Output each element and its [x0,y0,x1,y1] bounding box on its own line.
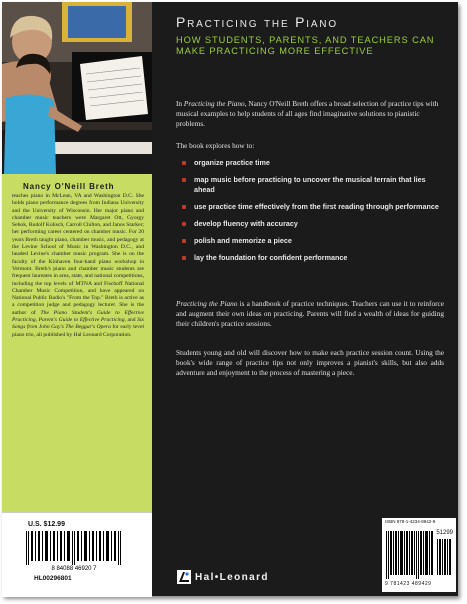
topic-text: polish and memorize a piece [194,236,292,245]
intro-prefix: In [176,99,184,108]
right-column [152,2,458,596]
topic-item [182,202,444,212]
author-bio-text [12,193,144,339]
left-column [2,2,152,596]
isbn-barcode-panel [382,518,456,592]
intro-rest: , Nancy O'Neill Breth offers a broad selection of practice tips with musical examples to help students of all ages find imaginative solutions to pianistic problems. [176,99,439,128]
bullet-icon [182,222,186,226]
para2-rest: is a handbook of practice techniques. Teachers can use it to reinforce and augment their own ideas on practicing. Parents will find a wealth of ideas for guiding their children's practice sessions. [176,299,445,328]
bullet-icon [182,161,186,165]
bullet-icon [182,256,186,260]
bio-text-part2: and [125,317,138,324]
book-back-cover [2,2,458,596]
topic-text: use practice time effectively from the first reading through performance [194,202,439,211]
upc-number: 8 84088 46920 7 [51,566,97,571]
para2-book-title: Practicing the Piano [176,299,238,308]
students-paragraph: Students young and old will discover how to make each practice session count. Using the book's wide range of practice tips not only improves a pianist's skills, but also adds adventure and enjoyment to the process of mastering a piece. [176,348,444,377]
handbook-paragraph [176,299,444,329]
isbn-label: ISBN 978-1-4234-8942-9 [385,519,436,524]
intro-book-title: Practicing the Piano [183,99,245,108]
topic-text: organize practice time [194,158,270,167]
author-name: Nancy O'Neill Breth [23,182,115,191]
hal-leonard-mark-icon [177,570,191,584]
bio-text-part3: for early level piano trio, all published by Hal Leonard Corporation. [12,324,144,338]
explores-heading: The book explores how to: [176,141,255,150]
product-code: HL00296801 [34,575,72,582]
book-title: Practicing the Piano [176,14,338,30]
publisher-logo [177,570,269,584]
publisher-name: Hal•Leonard [195,571,269,583]
upc-barcode [24,531,124,571]
author-bio-panel [2,174,152,512]
book-subtitle: HOW STUDENTS, PARENTS, AND TEACHERS CAN MAKE PRACTICING MORE EFFECTIVE [176,35,435,56]
topic-item [182,236,444,246]
topic-text: lay the foundation for confident performance [194,253,348,262]
isbn-number: 9 781423 489429 [385,581,432,587]
topic-item [182,253,444,263]
topic-text: map music before practicing to uncover the musical terrain that lies ahead [194,175,426,194]
bullet-icon [182,205,186,209]
topic-list [182,158,444,270]
price-label: U.S. $12.99 [28,521,65,528]
topic-item [182,158,444,168]
topic-item [182,175,444,195]
bio-text-part1: teaches piano in McLean, VA and Washington D.C. She holds piano performance degrees from Indiana University and the University of Wisconsin. Her major piano and chamber music teachers were Margaret Ott, Gyorgy Sebok, Rudolf Kolisch, Carroll Chilton, and Janos Starker; her performing career centered on chamber music. For 20 years Breth taught piano, chamber music, and pedagogy at the Levine School of Music in Washington D.C., and headed Levine's chamber music program. She is on the faculty of the Kinhaven four-hand piano workshop in Vermont. Breth's piano and chamber music students are frequent laureates in area, state, and national competitions, including the top levels of MTNA and Fischoff National Chamber Music Competition, and have appeared on National Public Radio's "From the Top." Breth is active as a competition judge and pedagogy lecturer. She is the author of [12,193,144,316]
bullet-icon [182,239,186,243]
cover-photo-teacher-and-student-at-piano [2,2,152,174]
bio-book-title-2: Six Songs from John Gay's The Beggar's Opera [12,317,144,331]
topic-text: develop fluency with accuracy [194,219,298,228]
bullet-icon [182,178,186,182]
bio-book-titles-1: The Piano Student's Guide to Effective Practicing, Parent's Guide to Effective Practicing, [12,309,145,324]
photo-illustration [2,2,152,174]
upc-barcode-panel [2,512,152,597]
isbn-price-code: 51299 [436,530,453,536]
isbn-barcode [385,531,453,579]
intro-paragraph [176,99,444,129]
topic-item [182,219,444,229]
